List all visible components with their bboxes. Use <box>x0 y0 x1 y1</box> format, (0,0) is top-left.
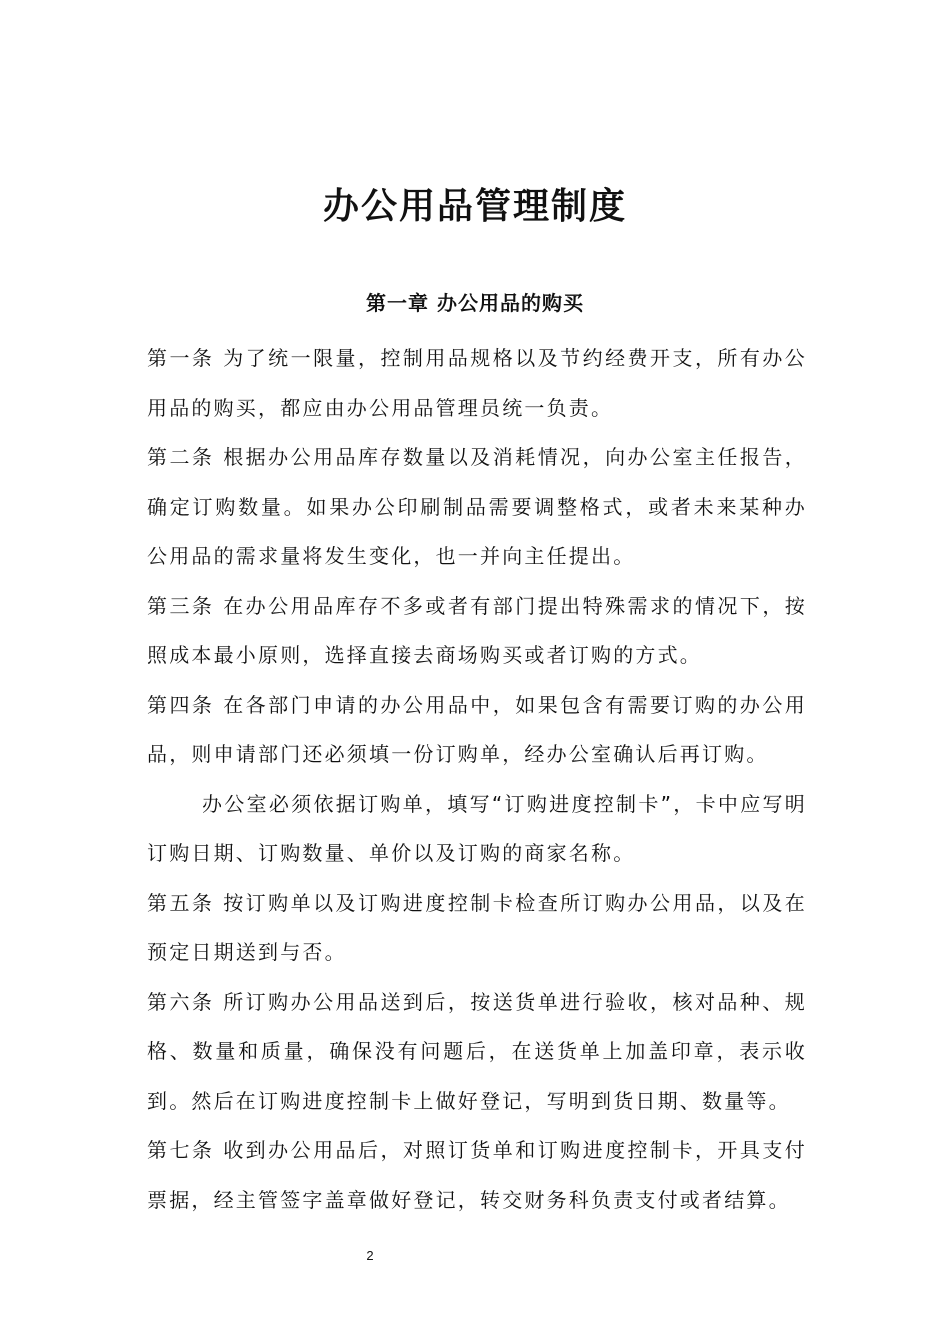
article-3: 第三条 在办公用品库存不多或者有部门提出特殊需求的情况下，按照成本最小原则，选择直接去商场购买或者订购的方式。 <box>147 593 807 667</box>
document-body <box>147 334 807 1225</box>
article-4: 第四条 在各部门申请的办公用品中，如果包含有需要订购的办公用品，则申请部门还必须填一份订购单，经办公室确认后再订购。 <box>147 692 807 766</box>
article-7: 第七条 收到办公用品后，对照订货单和订购进度控制卡，开具支付票据，经主管签字盖章做好登记，转交财务科负责支付或者结算。 <box>147 1138 807 1212</box>
document-title: 办公用品管理制度 <box>322 185 627 227</box>
chapter-heading: 第一章 办公用品的购买 <box>366 291 584 315</box>
article-6: 第六条 所订购办公用品送到后，按送货单进行验收，核对品种、规格、数量和质量，确保没有问题后，在送货单上加盖印章，表示收到。然后在订购进度控制卡上做好登记，写明到货日期、数量等。 <box>147 989 807 1113</box>
article-2: 第二条 根据办公用品库存数量以及消耗情况，向办公室主任报告，确定订购数量。如果办公印刷制品需要调整格式，或者未来某种办公用品的需求量将发生变化，也一并向主任提出。 <box>147 445 807 568</box>
page-number: 2 <box>366 1248 374 1263</box>
article-4-continued: 办公室必须依据订购单，填写“订购进度控制卡”，卡中应写明订购日期、订购数量、单价以及订购的商家名称。 <box>147 791 807 865</box>
article-1: 第一条 为了统一限量，控制用品规格以及节约经费开支，所有办公用品的购买，都应由办公用品管理员统一负责。 <box>147 346 807 420</box>
article-5: 第五条 按订购单以及订购进度控制卡检查所订购办公用品，以及在预定日期送到与否。 <box>147 890 807 964</box>
